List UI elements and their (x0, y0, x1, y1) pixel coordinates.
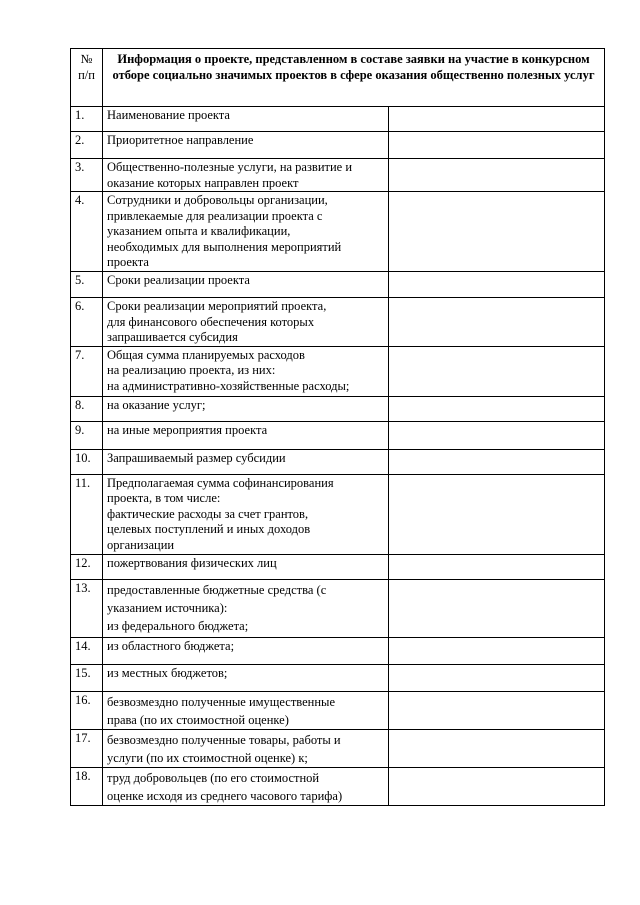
table-row (71, 396, 605, 421)
row-number: 10. (71, 449, 103, 474)
row-value-cell[interactable] (389, 691, 605, 729)
row-label: Сроки реализации мероприятий проекта, для финансового обеспечения которых запрашивается субсидия (103, 298, 389, 347)
table-row (71, 192, 605, 272)
row-number: 9. (71, 421, 103, 449)
column-header-number: № п/п (71, 49, 103, 107)
table-row (71, 579, 605, 637)
row-value-cell[interactable] (389, 396, 605, 421)
row-number: 11. (71, 474, 103, 554)
table-row (71, 664, 605, 691)
row-number: 14. (71, 637, 103, 664)
row-number: 4. (71, 192, 103, 272)
row-value-cell[interactable] (389, 132, 605, 159)
table-row (71, 729, 605, 767)
table-row (71, 346, 605, 396)
row-number: 16. (71, 691, 103, 729)
table-row (71, 132, 605, 159)
table-row (71, 691, 605, 729)
table-row (71, 474, 605, 554)
row-number: 13. (71, 579, 103, 637)
row-number: 8. (71, 396, 103, 421)
row-number: 2. (71, 132, 103, 159)
row-label: на иные мероприятия проекта (103, 421, 389, 449)
table-row (71, 637, 605, 664)
table-header-row (71, 49, 605, 107)
row-label: пожертвования физических лиц (103, 554, 389, 579)
row-label: Запрашиваемый размер субсидии (103, 449, 389, 474)
row-label: Приоритетное направление (103, 132, 389, 159)
table-row (71, 767, 605, 805)
table-row (71, 421, 605, 449)
table-row (71, 449, 605, 474)
row-label: Общая сумма планируемых расходов на реализацию проекта, из них: на административно-хозяйственные расходы; (103, 346, 389, 396)
row-label: Сроки реализации проекта (103, 272, 389, 298)
row-value-cell[interactable] (389, 159, 605, 192)
row-label: Сотрудники и добровольцы организации, привлекаемые для реализации проекта с указанием опыта и квалификации, необходимых для выполнения мероприятий проекта (103, 192, 389, 272)
row-label: Общественно-полезные услуги, на развитие и оказание которых направлен проект (103, 159, 389, 192)
row-number: 1. (71, 107, 103, 132)
table-row (71, 298, 605, 347)
table-row (71, 107, 605, 132)
row-value-cell[interactable] (389, 421, 605, 449)
row-value-cell[interactable] (389, 107, 605, 132)
row-value-cell[interactable] (389, 449, 605, 474)
row-label: из областного бюджета; (103, 637, 389, 664)
row-number: 6. (71, 298, 103, 347)
row-label: Предполагаемая сумма софинансирования проекта, в том числе: фактические расходы за счет грантов, целевых поступлений и иных доходов организации (103, 474, 389, 554)
row-label: из местных бюджетов; (103, 664, 389, 691)
row-value-cell[interactable] (389, 474, 605, 554)
row-value-cell[interactable] (389, 346, 605, 396)
row-value-cell[interactable] (389, 272, 605, 298)
row-value-cell[interactable] (389, 729, 605, 767)
row-label: безвозмездно полученные имущественные права (по их стоимостной оценке) (103, 691, 389, 729)
row-value-cell[interactable] (389, 554, 605, 579)
row-label: безвозмездно полученные товары, работы и услуги (по их стоимостной оценке) к; (103, 729, 389, 767)
row-label: предоставленные бюджетные средства (с указанием источника): из федерального бюджета; (103, 579, 389, 637)
row-number: 12. (71, 554, 103, 579)
row-value-cell[interactable] (389, 664, 605, 691)
table-title: Информация о проекте, представленном в составе заявки на участие в конкурсном отборе социально значимых проектов в сфере оказания общественно полезных услуг (103, 49, 605, 107)
row-value-cell[interactable] (389, 579, 605, 637)
row-label: труд добровольцев (по его стоимостной оценке исходя из среднего часового тарифа) (103, 767, 389, 805)
row-number: 5. (71, 272, 103, 298)
project-info-table (70, 48, 605, 806)
row-value-cell[interactable] (389, 192, 605, 272)
row-number: 17. (71, 729, 103, 767)
row-number: 18. (71, 767, 103, 805)
row-number: 15. (71, 664, 103, 691)
table-row (71, 159, 605, 192)
row-value-cell[interactable] (389, 298, 605, 347)
row-number: 3. (71, 159, 103, 192)
row-value-cell[interactable] (389, 767, 605, 805)
row-label: Наименование проекта (103, 107, 389, 132)
row-value-cell[interactable] (389, 637, 605, 664)
table-row (71, 554, 605, 579)
table-row (71, 272, 605, 298)
row-number: 7. (71, 346, 103, 396)
row-label: на оказание услуг; (103, 396, 389, 421)
